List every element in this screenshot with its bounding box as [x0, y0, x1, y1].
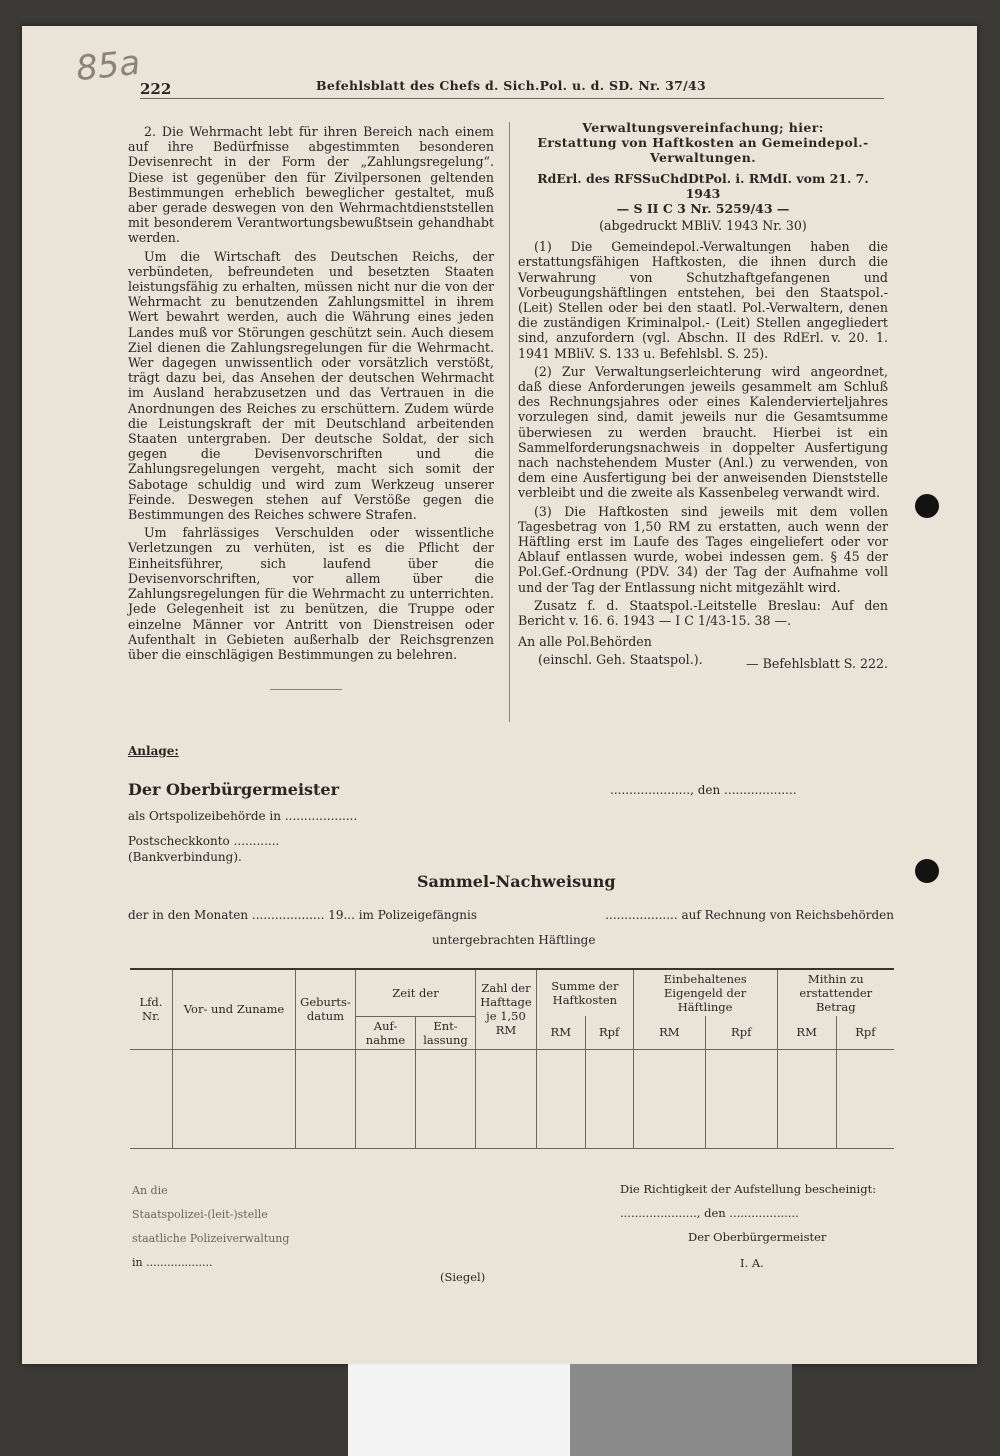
white-calibration-card: [348, 1364, 570, 1456]
running-header: Befehlsblatt des Chefs d. Sich.Pol. u. d. SD. Nr. 37/43: [316, 78, 706, 93]
th-lfd: Lfd. Nr.: [130, 969, 173, 1049]
gray-calibration-card: [570, 1364, 792, 1456]
th-name: Vor- und Zuname: [173, 969, 296, 1049]
footer-right-line: Der Oberbürgermeister: [688, 1230, 827, 1244]
th-mithin: Mithin zu erstattender Betrag: [777, 969, 894, 1016]
section-end-rule: [270, 689, 342, 690]
punch-hole: [915, 494, 939, 518]
left-paragraph: Um fahrlässiges Verschulden oder wissentliche Verletzungen zu verhüten, ist es die Pflicht der Einheitsführer, sich laufend über die Devisenvorschriften, vor allem über die Zahlungsregelungen für die Wehrmacht zu unterrichten. Jede Gelegenheit ist zu benützen, die Truppe oder einzelne Männer vor Antritt von Dienstreisen oder Aufenthalt in Gebieten außerhalb der Reichsgrenzen über die einschlägigen Bestimmungen zu belehren.: [128, 525, 494, 662]
decree-title: Verwaltungsvereinfachung; hier: Erstattung von Haftkosten an Gemeindepol.- Verwaltungen.: [537, 120, 869, 165]
left-column: [128, 124, 494, 665]
form-subtitle: untergebrachten Häftlinge: [432, 933, 596, 947]
form-bank: (Bankverbindung).: [128, 850, 242, 864]
left-paragraph: 2. Die Wehrmacht lebt für ihren Bereich nach einem auf ihre Bedürfnisse abgestimmten besonderen Devisenrecht in der Form der „Zahlungsregelung“. Diese ist gegenüber den für Zivilpersonen geltenden Bestimmungen erheblich beweglicher gestaltet, muß aber gerade deswegen von den Wehrmachtdienststellen mit besonderem Verantwortungsbewußtsein gehandhabt werden.: [128, 124, 494, 246]
th-rm: RM: [633, 1016, 705, 1049]
th-entlassung: Ent-lassung: [416, 1016, 476, 1049]
form-date-line: ....................., den ...................: [610, 783, 797, 797]
page-number: 222: [140, 80, 172, 98]
footer-right-line: ....................., den ...................: [620, 1206, 799, 1220]
attachment-label: Anlage:: [128, 744, 179, 758]
pencil-note: 85a: [74, 42, 143, 90]
th-summe: Summe der Haftkosten: [537, 969, 634, 1016]
th-rm: RM: [777, 1016, 836, 1049]
decree-reference: RdErl. des RFSSuChdDtPol. i. RMdI. vom 21. 7. 1943 — S II C 3 Nr. 5259/43 —: [537, 171, 869, 216]
form-title: Sammel-Nachweisung: [417, 872, 616, 891]
th-rpf: Rpf: [705, 1016, 777, 1049]
seal-label: (Siegel): [440, 1270, 486, 1284]
publication-note: (abgedruckt MBliV. 1943 Nr. 30): [599, 218, 807, 233]
table-row: [130, 1049, 894, 1148]
right-column: [518, 120, 888, 671]
footer-left-line: An die: [132, 1184, 168, 1197]
header-rule: [140, 98, 884, 99]
th-geburtsdatum: Geburts-datum: [296, 969, 356, 1049]
th-rpf: Rpf: [836, 1016, 894, 1049]
footer-left-line: staatliche Polizeiverwaltung: [132, 1232, 290, 1245]
th-einbehalten: Einbehaltenes Eigengeld der Häftlinge: [633, 969, 777, 1016]
punch-hole: [915, 859, 939, 883]
footer-left-line: in ...................: [132, 1256, 213, 1269]
form-postscheck: Postscheckkonto ............: [128, 834, 280, 848]
right-paragraph: (1) Die Gemeindepol.-Verwaltungen haben die erstattungsfähigen Haftkosten, die ihnen durch die Verwahrung von Schutzhaftgefangenen und Vorbeugungshäftlingen entstehen, bei den Staatspol.-(Leit) Stellen oder bei den staatl. Pol.-Verwaltern, denen die zuständigen Kriminalpol.- (Leit) Stellen angegliedert sind, anzufordern (vgl. Abschn. II des RdErl. v. 20. 1. 1941 MBliV. S. 133 u. Befehlsbl. S. 25).: [518, 239, 888, 361]
th-zeit: Zeit der: [356, 969, 476, 1016]
address-line: An alle Pol.Behörden: [518, 634, 652, 650]
form-ortspolizei: als Ortspolizeibehörde in ...................: [128, 809, 358, 823]
th-rpf: Rpf: [585, 1016, 633, 1049]
document-page: [22, 26, 977, 1364]
th-hafttage: Zahl der Hafttage je 1,50 RM: [476, 969, 537, 1049]
left-paragraph: Um die Wirtschaft des Deutschen Reichs, der verbündeten, befreundeten und besetzten Staaten leistungsfähig zu erhalten, müssen nicht nur die von der Wehrmacht zu benutzenden Zahlungsmittel in ihrem Wert bewahrt werden, auch die Währung eines jeden Landes muß vor Störungen geschützt sein. Auch diesem Ziel dienen die Zahlungsregelungen für die Wehrmacht. Wer dagegen unwissentlich oder vorsätzlich verstößt, trägt dazu bei, das Ansehen der deutschen Wehrmacht im Ausland herabzusetzen und das Vertrauen in die Anordnungen des Reiches zu erschüttern. Zudem würde die Leistungskraft der mit Deutschland arbeitenden Staaten untergraben. Der deutsche Soldat, der sich gegen die Devisenvorschriften und die Zahlungsregelungen vergeht, macht sich somit der Sabotage schuldig und wird zum Werkzeug unserer Feinde. Deswegen stehen auf Verstöße gegen die Bestimmungen des Reiches schwere Strafen.: [128, 248, 494, 523]
footer-right-line: Die Richtigkeit der Aufstellung bescheinigt:: [620, 1182, 877, 1196]
th-rm: RM: [537, 1016, 586, 1049]
reference-line: — Befehlsblatt S. 222.: [746, 655, 888, 671]
footer-left-line: Staatspolizei-(leit-)stelle: [132, 1208, 268, 1221]
th-aufnahme: Auf-nahme: [356, 1016, 416, 1049]
form-authority: Der Oberbürgermeister: [128, 780, 340, 799]
right-paragraph: Zusatz f. d. Staatspol.-Leitstelle Breslau: Auf den Bericht v. 16. 6. 1943 — I C 1/43-15. 38 —.: [518, 597, 888, 629]
column-divider: [509, 122, 510, 722]
right-paragraph: (2) Zur Verwaltungserleichterung wird angeordnet, daß diese Anforderungen jeweils gesammelt am Schluß des Rechnungsjahres oder eines Kalendervierteljahres vorzulegen sind, damit jeweils nur die Gesamtsumme überwiesen zu werden braucht. Hierbei ist ein Sammelforderungsnachweis in doppelter Ausfertigung nach nachstehendem Muster (Anl.) zu verwenden, von dem eine Ausfertigung bei der anweisenden Dienststelle verbleibt und die zweite als Kassenbeleg verwandt wird.: [518, 363, 888, 501]
address-line: (einschl. Geh. Staatspol.).: [538, 652, 703, 668]
form-monate-line: der in den Monaten ................... 19... im Polizeigefängnis ................... auf Rechnung von Reichsbehörden: [128, 908, 894, 922]
footer-right-line: I. A.: [740, 1256, 764, 1270]
right-paragraph: (3) Die Haftkosten sind jeweils mit dem vollen Tagesbetrag von 1,50 RM zu erstatten, auch wenn der Häftling erst im Laufe des Tages eingeliefert oder vor Ablauf entlassen wurde, wobei indessen gem. § 45 der Pol.Gef.-Ordnung (PDV. 34) der Tag der Aufnahme voll und der Tag der Entlassung nicht mitgezählt wird.: [518, 503, 888, 595]
form-table: [130, 968, 894, 1149]
